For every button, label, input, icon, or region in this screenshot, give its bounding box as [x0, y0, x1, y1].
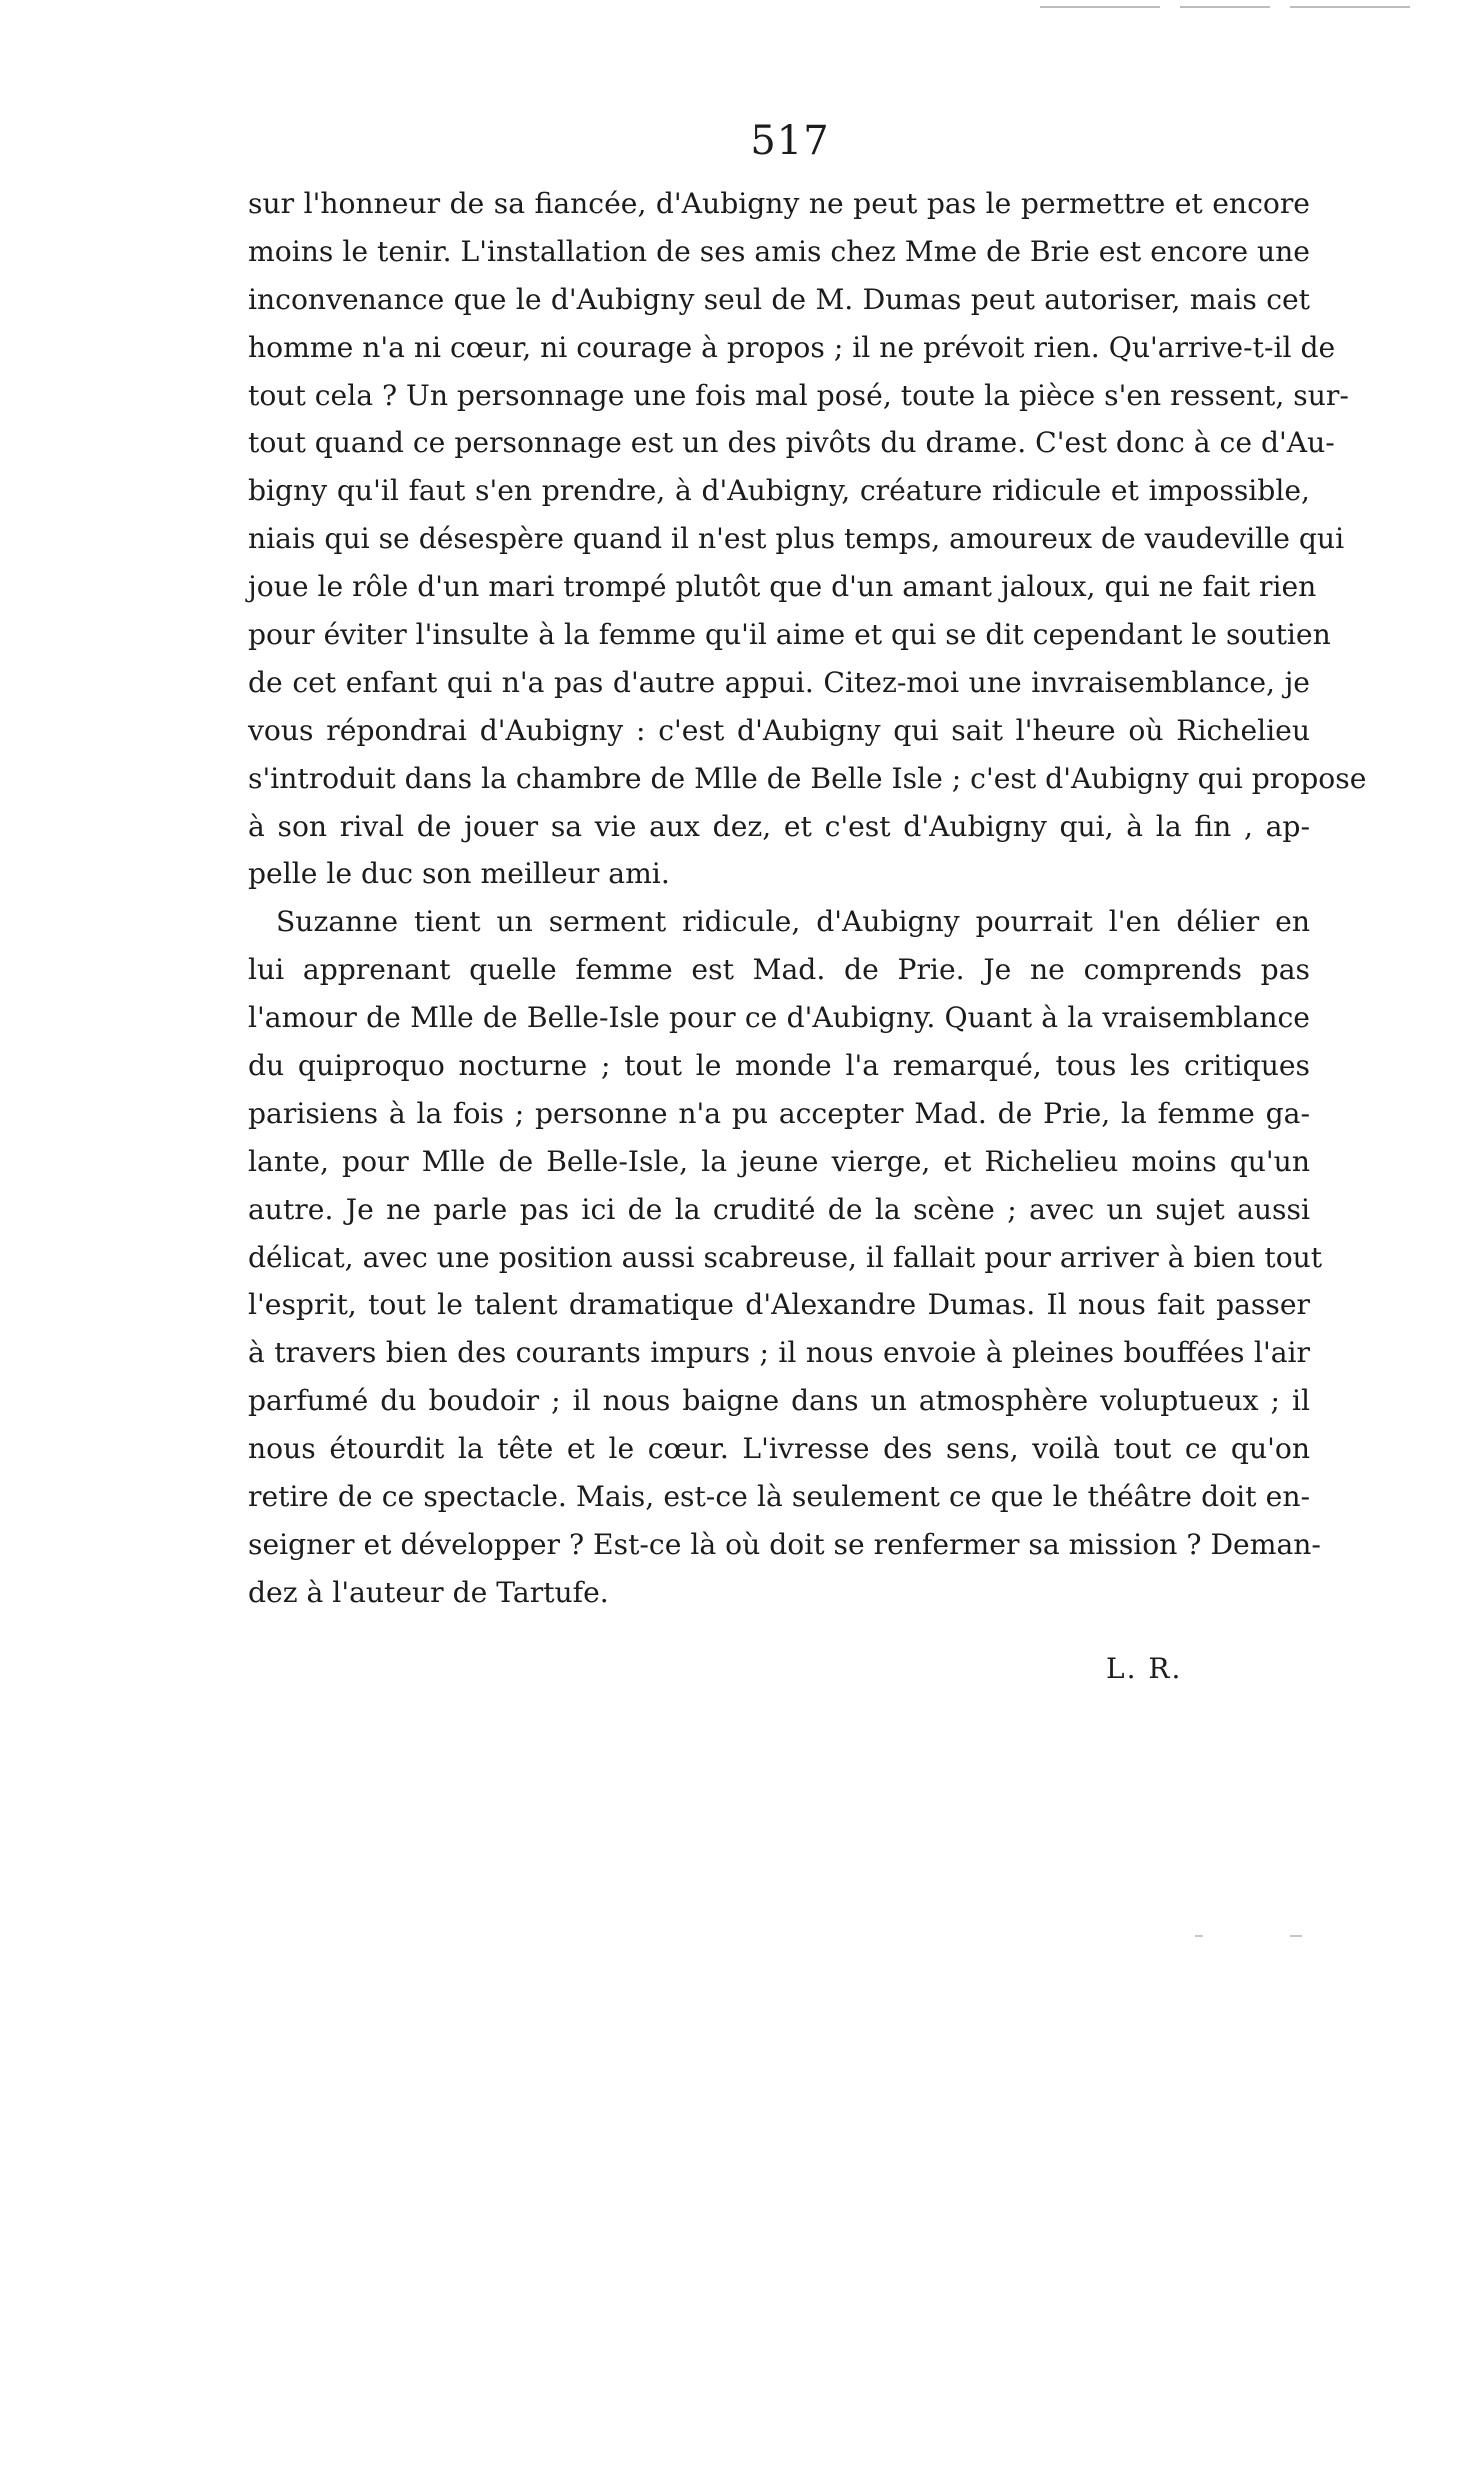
text-line: dez à l'auteur de Tartufe. [248, 1575, 609, 1609]
text-line: seigner et développer ? Est-ce là où doit se renfermer sa mission ? Deman- [248, 1527, 1321, 1561]
top-edge-rule [1180, 6, 1270, 8]
text-line: à travers bien des courants impurs ; il nous envoie à pleines bouffées l'air [248, 1336, 1310, 1370]
text-line: bigny qu'il faut s'en prendre, à d'Aubigny, créature ridicule et impossible, [248, 474, 1310, 508]
text-line: moins le tenir. L'installation de ses amis chez Mme de Brie est encore une [248, 234, 1310, 268]
text-line: lui apprenant quelle femme est Mad. de Prie. Je ne comprends pas [248, 953, 1310, 987]
page-number: 517 [750, 118, 830, 164]
text-line: homme n'a ni cœur, ni courage à propos ; il ne prévoit rien. Qu'arrive-t-il de [248, 330, 1336, 364]
paragraph-2 [248, 898, 1323, 1616]
top-edge-rule [1040, 6, 1160, 8]
text-line: joue le rôle d'un mari trompé plutôt que d'un amant jaloux, qui ne fait rien [248, 570, 1317, 604]
text-line: sur l'honneur de sa fiancée, d'Aubigny ne peut pas le permettre et encore [248, 187, 1310, 220]
text-line: inconvenance que le d'Aubigny seul de M. Dumas peut autoriser, mais cet [248, 282, 1310, 316]
text-line: parisiens à la fois ; personne n'a pu accepter Mad. de Prie, la femme ga- [248, 1096, 1310, 1130]
paragraph-1 [248, 180, 1367, 898]
scan-mark [1195, 1935, 1203, 1937]
body-text [248, 180, 1367, 1617]
scan-mark [1290, 1935, 1302, 1937]
text-line: Suzanne tient un serment ridicule, d'Aubigny pourrait l'en délier en [276, 905, 1310, 939]
text-line: parfumé du boudoir ; il nous baigne dans un atmosphère voluptueux ; il [248, 1384, 1310, 1418]
top-edge-rule [1290, 6, 1410, 8]
text-line: nous étourdit la tête et le cœur. L'ivresse des sens, voilà tout ce qu'on [248, 1432, 1310, 1466]
text-line: l'amour de Mlle de Belle-Isle pour ce d'Aubigny. Quant à la vraisemblance [248, 1001, 1310, 1035]
text-line: l'esprit, tout le talent dramatique d'Alexandre Dumas. Il nous fait passer [248, 1288, 1310, 1322]
text-line: du quiproquo nocturne ; tout le monde l'a remarqué, tous les critiques [248, 1049, 1310, 1083]
text-line: lante, pour Mlle de Belle-Isle, la jeune vierge, et Richelieu moins qu'un [248, 1144, 1310, 1178]
text-line: niais qui se désespère quand il n'est plus temps, amoureux de vaudeville qui [248, 522, 1345, 556]
text-line: vous répondrai d'Aubigny : c'est d'Aubigny qui sait l'heure où Richelieu [248, 713, 1310, 747]
text-line: tout cela ? Un personnage une fois mal posé, toute la pièce s'en ressent, sur- [248, 378, 1349, 412]
text-line: délicat, avec une position aussi scabreuse, il fallait pour arriver à bien tout [248, 1240, 1323, 1274]
text-line: s'introduit dans la chambre de Mlle de Belle Isle ; c'est d'Aubigny qui propose [248, 761, 1367, 795]
text-line: tout quand ce personnage est un des pivôts du drame. C'est donc à ce d'Au- [248, 426, 1335, 460]
author-signature: L. R. [1106, 1652, 1183, 1685]
text-line: pour éviter l'insulte à la femme qu'il aime et qui se dit cependant le soutien [248, 618, 1331, 652]
text-line: de cet enfant qui n'a pas d'autre appui. Citez-moi une invraisemblance, je [248, 665, 1310, 699]
text-line: à son rival de jouer sa vie aux dez, et c'est d'Aubigny qui, à la fin , ap- [248, 809, 1310, 843]
text-line: pelle le duc son meilleur ami. [248, 857, 670, 891]
text-line: retire de ce spectacle. Mais, est-ce là seulement ce que le théâtre doit en- [248, 1480, 1310, 1514]
text-line: autre. Je ne parle pas ici de la crudité de la scène ; avec un sujet aussi [248, 1192, 1310, 1226]
